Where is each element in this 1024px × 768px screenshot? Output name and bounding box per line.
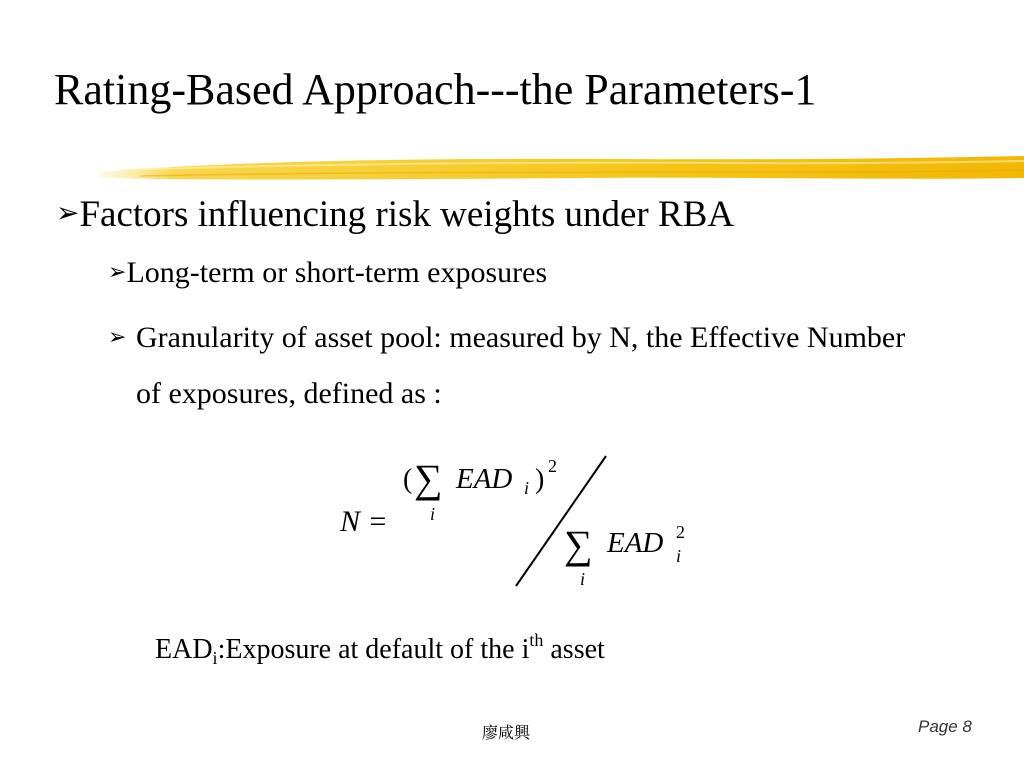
- formula-denominator-sub: i: [676, 546, 682, 566]
- formula-sigma-sub: i: [430, 504, 436, 524]
- footer-author: 廖咸興: [482, 723, 531, 742]
- formula-open-paren: (: [403, 464, 413, 495]
- formula-lhs: N =: [340, 505, 388, 538]
- formula-numerator-sub: i: [524, 478, 530, 498]
- formula-denominator-sup: 2: [676, 522, 685, 542]
- ead-definition-note: $EAD_i:Exposure$ at default of the $i^{th}$ asset: [155, 630, 605, 668]
- bullet-text: Granularity of asset pool: measured by N, the Effective Number of exposures, defined as :: [136, 321, 906, 410]
- bullet-level2: [108, 310, 908, 410]
- highlighter-stroke-decoration: [100, 150, 1024, 186]
- formula-numerator-sup: 2: [548, 456, 557, 476]
- formula-denominator-sigma-sub: i: [580, 569, 586, 589]
- effective-number-formula: [330, 448, 710, 598]
- bullet-level1: [56, 192, 734, 240]
- formula-denominator-sigma: ∑: [564, 522, 593, 567]
- formula-numerator-term: EAD: [456, 463, 513, 495]
- formula-close-paren: ): [535, 464, 545, 495]
- formula-denominator-term: EAD: [607, 527, 664, 559]
- bullet-text: Factors influencing risk weights under RBA: [79, 194, 735, 235]
- bullet-arrow-icon: ➢: [108, 325, 127, 350]
- bullet-level2: [108, 254, 547, 295]
- bullet-arrow-icon: ➢: [108, 260, 127, 285]
- slide-title: Rating-Based Approach---the Parameters-1: [54, 65, 817, 114]
- formula-sigma: ∑: [414, 456, 443, 501]
- bullet-arrow-icon: ➢: [56, 196, 80, 229]
- page-number: Page 8: [918, 717, 972, 736]
- bullet-text: Long-term or short-term exposures: [126, 256, 548, 289]
